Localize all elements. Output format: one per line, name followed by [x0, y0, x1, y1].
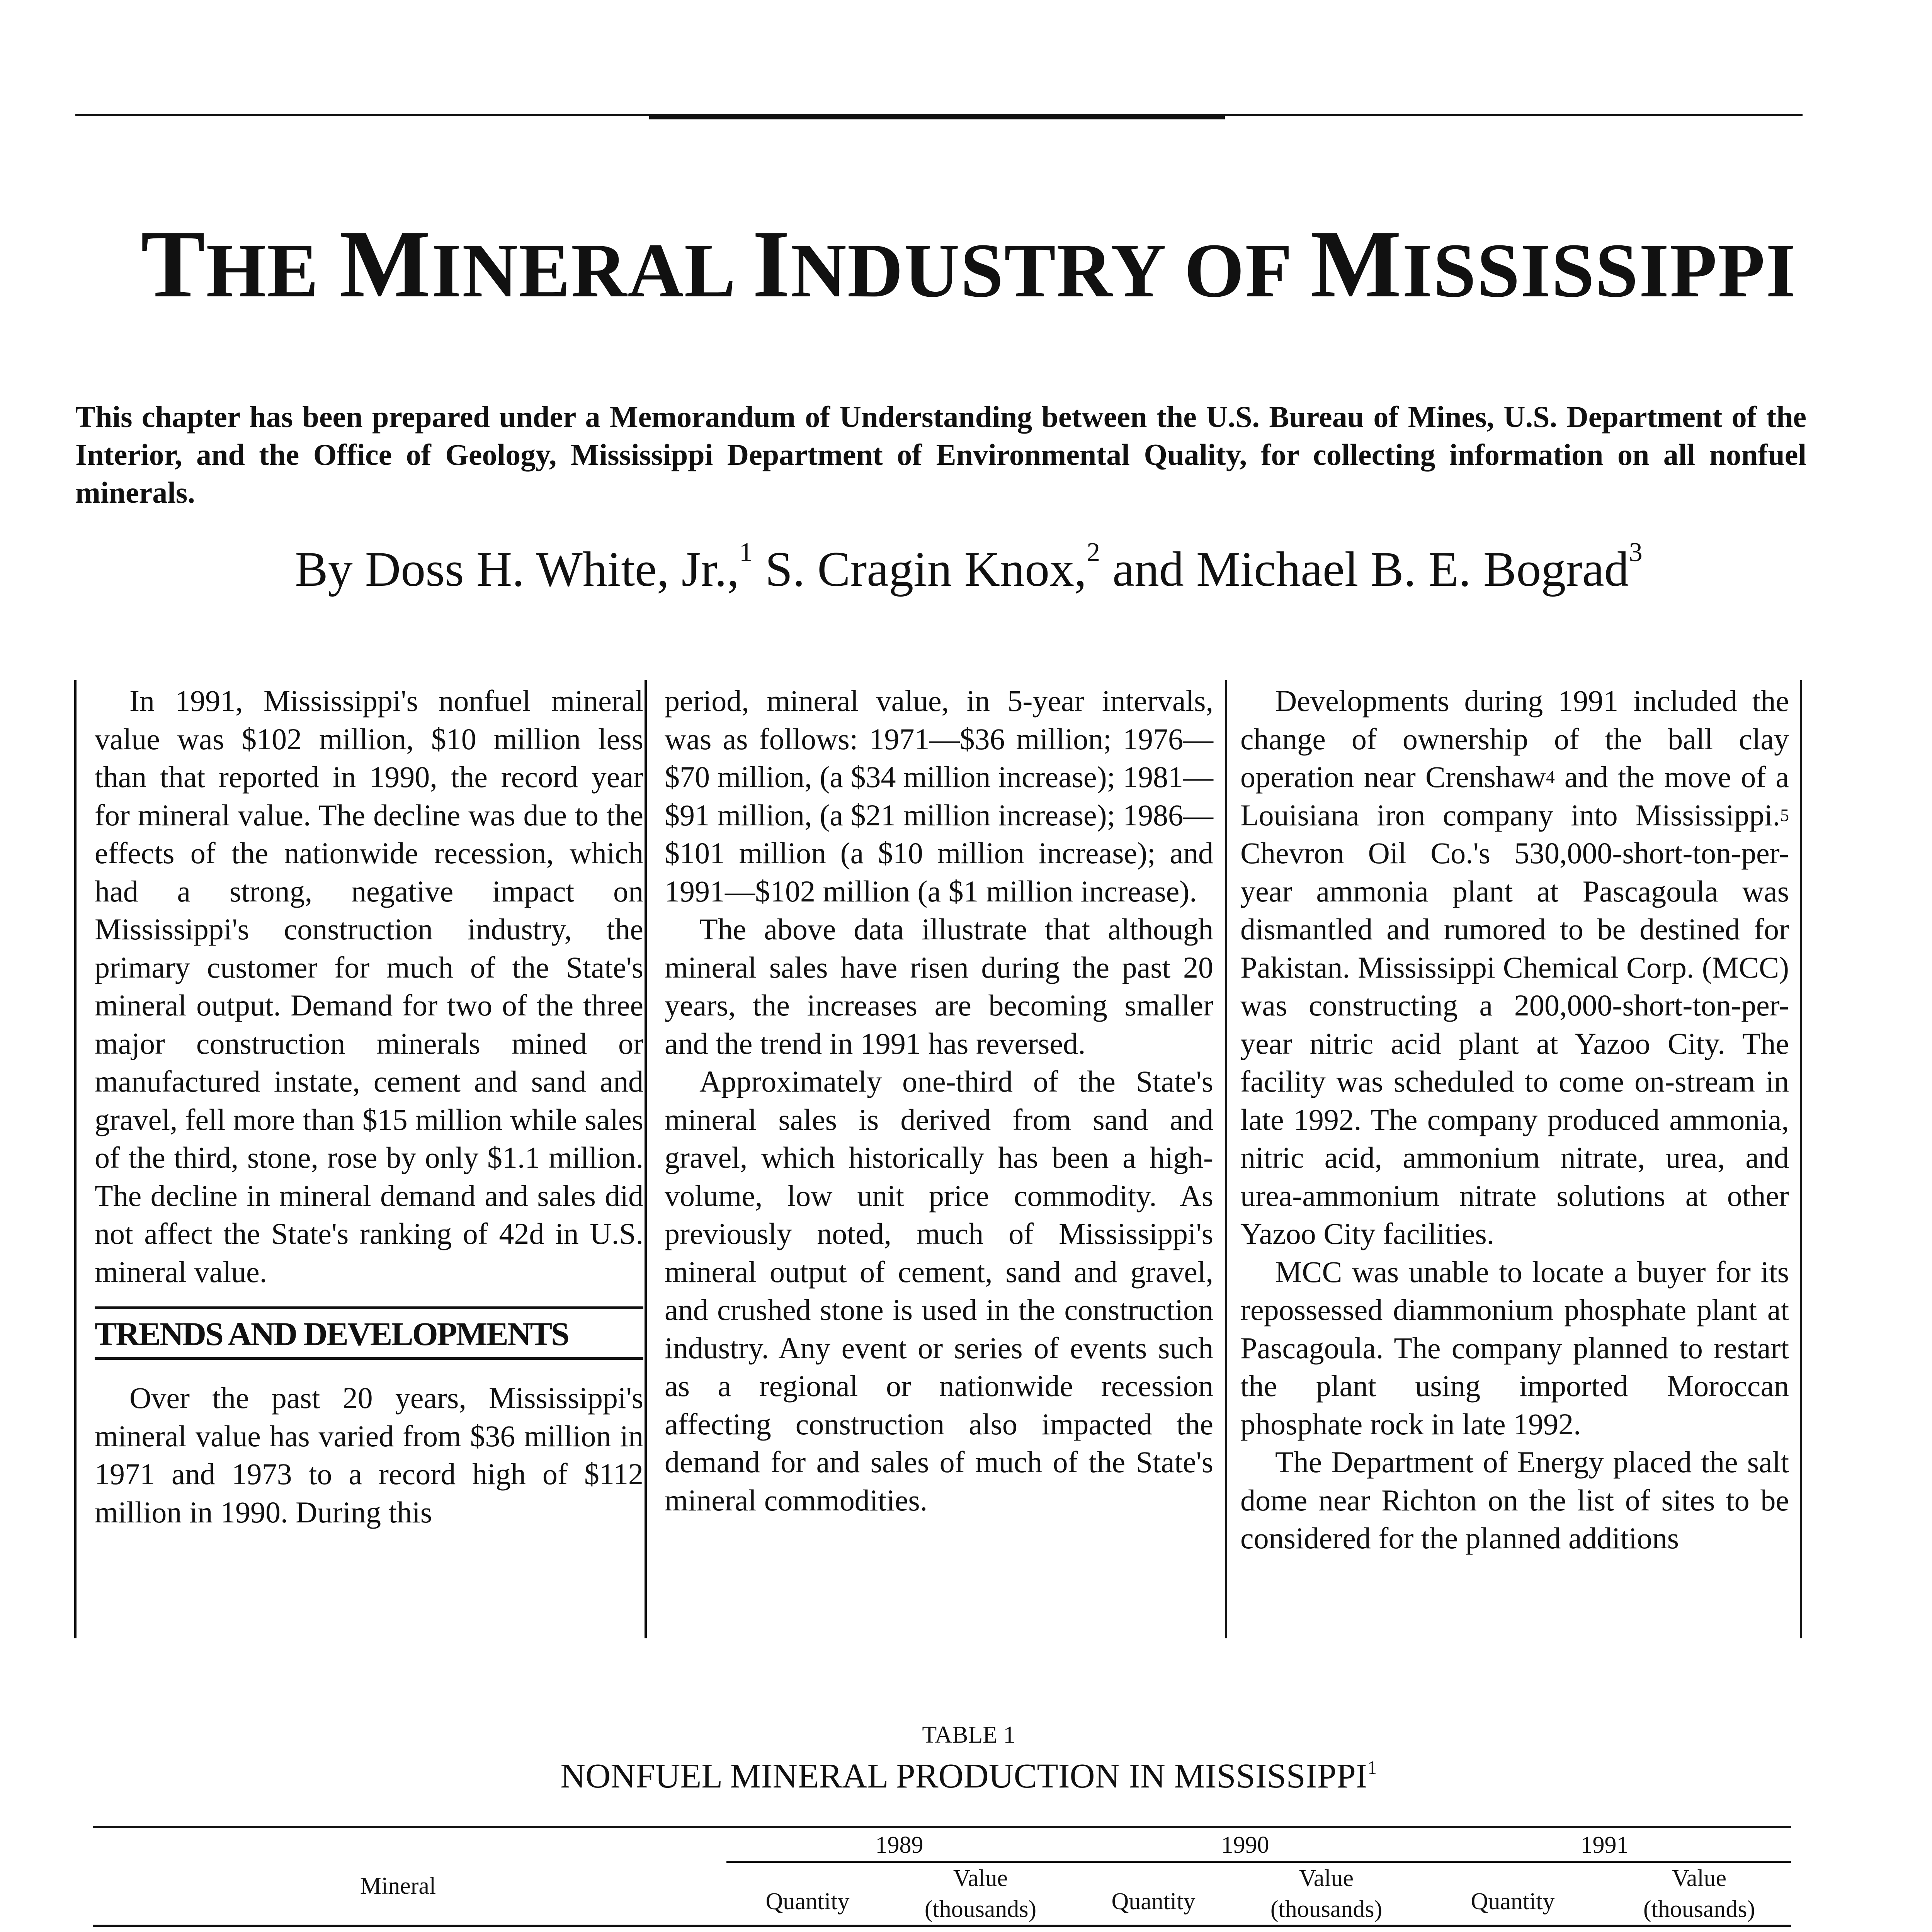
- page-title: THE MINERAL INDUSTRY OF MISSISSIPPI: [141, 211, 1797, 318]
- footnote-ref: 4: [1546, 767, 1555, 787]
- column-header: Value (thousands): [889, 1862, 1072, 1926]
- body-column-2: [665, 682, 1213, 1519]
- table-cell: [1418, 1926, 1607, 1932]
- table-cell: [1072, 1926, 1235, 1932]
- paragraph: period, mineral value, in 5-year intervals, was as follows: 1971—$36 million; 1976—$70 million, (a $34 million increase); 1981—$91 million, (a $21 million increase); 1986—$101 million (a $10 million increase); and 1991—$102 million (a $1 million increase).: [665, 684, 1213, 908]
- paragraph: Over the past 20 years, Mississippi's mineral value has varied from $36 million in 1971 and 1973 to a record high of $112 million in 1990. During this: [95, 1381, 643, 1529]
- year-header: 1990: [1072, 1830, 1418, 1862]
- table-cell: [726, 1926, 889, 1932]
- paragraph: The above data illustrate that although mineral sales have risen during the past 20 years, the increases are becoming smaller and the trend in 1991 has reversed.: [665, 912, 1213, 1060]
- byline: By Doss H. White, Jr.,$^1$ S. Cragin Knox,$^2$ and Michael B. E. Bograd$^3$: [295, 537, 1643, 597]
- column-rule-right: [1800, 680, 1802, 1638]
- table-title: NONFUEL MINERAL PRODUCTION IN MISSISSIPPI$^1$: [560, 1757, 1377, 1795]
- paragraph: Approximately one-third of the State's mineral sales is derived from sand and gravel, which historically has been a high-volume, low unit price commodity. As previously noted, much of Mississippi's mineral output of cement, sand and gravel, and crushed stone is used in the construction industry. Any event or series of events such as a regional or nationwide recession affecting construction also impacted the demand for and sales of much of the State's mineral commodities.: [665, 1065, 1213, 1517]
- paragraph: In 1991, Mississippi's nonfuel mineral value was $102 million, $10 million less than that reported in 1990, the record year for mineral value. The decline was due to the effects of the nationwide recession, which had a strong, negative impact on Mississippi's construction industry, the primary customer for much of the State's mineral output. Demand for two of the three major construction minerals mined or manufactured instate, cement and sand and gravel, fell more than $15 million while sales of the third, stone, rose by only $1.1 million. The decline in mineral demand and sales did not affect the State's ranking of 42d in U.S. mineral value.: [95, 684, 643, 1289]
- body-column-1: [95, 682, 643, 1531]
- column-header: Quantity: [1072, 1862, 1235, 1926]
- column-header: Value (thousands): [1607, 1862, 1791, 1926]
- table-column-header-row: [93, 1862, 1791, 1926]
- table-cell: [1607, 1926, 1791, 1932]
- column-rule-1: [645, 680, 647, 1638]
- table-cell: [1235, 1926, 1418, 1932]
- paragraph: The Department of Energy placed the salt dome near Richton on the list of sites to be considered for the planned additions: [1240, 1445, 1789, 1555]
- footnote-ref: 1: [739, 537, 753, 567]
- table-label: TABLE 1: [922, 1722, 1015, 1748]
- body-column-3: [1240, 682, 1789, 1558]
- paragraph: MCC was unable to locate a buyer for its repossessed diammonium phosphate plant at Pascagoula. The company planned to restart the plant using imported Moroccan phosphate rock in late 1992.: [1240, 1255, 1789, 1441]
- paragraph: Developments during 1991 included the change of ownership of the ball clay operation near Crenshaw$^4$ and the move of a Louisiana iron company into Mississippi.$^5$ Chevron Oil Co.'s 530,000-short-ton-per-year ammonia plant at Pascagoula was dismantled and rumored to be destined for Pakistan. Mississippi Chemical Corp. (MCC) was constructing a 200,000-short-ton-per-year nitric acid plant at Yazoo City. The facility was scheduled to come on-stream in late 1992. The company produced ammonia, nitric acid, ammonium nitrate, urea, and urea-ammonium nitrate solutions at other Yazoo City facilities.: [1240, 684, 1789, 1250]
- footnote-ref: 5: [1780, 805, 1789, 825]
- intro-paragraph: This chapter has been prepared under a Memorandum of Understanding between the U.S. Bureau of Mines, U.S. Department of the Interior, and the Office of Geology, Mississippi Department of Environmental Quality, for collecting information on all nonfuel minerals.: [75, 400, 1806, 509]
- table-top-rule: [93, 1826, 1791, 1828]
- table-cell: [889, 1926, 1072, 1932]
- footnote-ref: 1: [1367, 1757, 1377, 1778]
- year-header: 1989: [726, 1830, 1072, 1862]
- top-rule-accent: [649, 114, 1225, 119]
- mineral-cell: [93, 1926, 703, 1932]
- footnote-ref: 3: [1629, 537, 1643, 567]
- section-heading: TRENDS AND DEVELOPMENTS: [95, 1306, 643, 1360]
- column-header: Mineral: [93, 1862, 703, 1926]
- production-table: [93, 1830, 1791, 1932]
- column-header: Quantity: [726, 1862, 889, 1926]
- column-header: Value (thousands): [1235, 1862, 1418, 1926]
- table-year-row: [93, 1830, 1791, 1862]
- table-row: [93, 1926, 1791, 1932]
- column-header: Quantity: [1418, 1862, 1607, 1926]
- footnote-ref: 2: [1087, 537, 1100, 567]
- column-rule-left: [74, 680, 77, 1638]
- year-header: 1991: [1418, 1830, 1791, 1862]
- column-rule-2: [1225, 680, 1227, 1638]
